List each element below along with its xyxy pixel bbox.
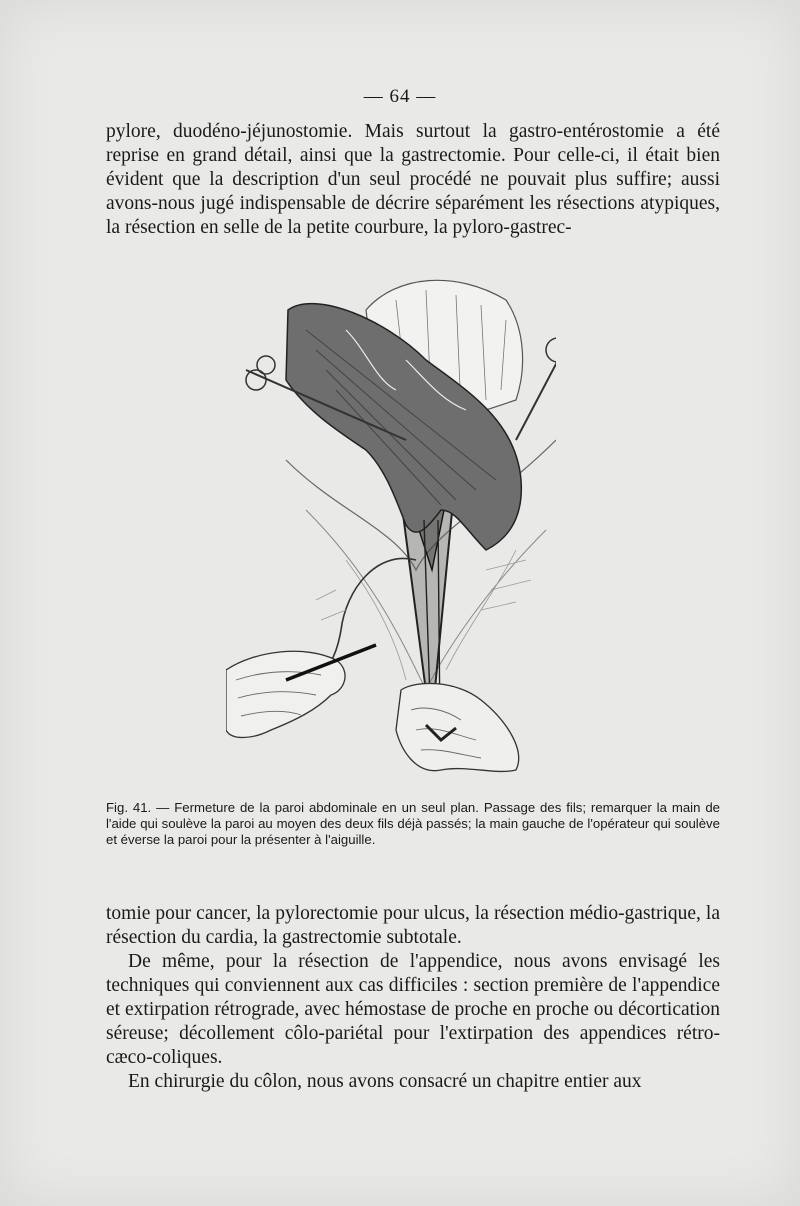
paragraph: De même, pour la résection de l'appendice, nous avons envisagé les techniques qui conviennent aux cas difficiles : section première de l'appendice et extirpation rétrograde, avec hémostase de proche en proche ou décortication séreuse; décollement côlo-pariétal pour l'extirpation des appendices rétro-cæco-coliques. [106, 951, 720, 1068]
caption-text: — Fermeture de la paroi abdominale en un seul plan. Passage des fils; remarquer la main de l'aide qui soulève la paroi au moyen des deux fils déjà passés; la main gauche de l'opérateur qui soulève et éverse la paroi pour la présenter à l'aiguille. [106, 800, 721, 847]
paragraph: En chirurgie du côlon, nous avons consacré un chapitre entier aux [128, 1071, 642, 1092]
text-block-bottom [106, 902, 720, 1094]
paragraph: tomie pour cancer, la pylorectomie pour ulcus, la résection médio-gastrique, la résection du cardia, la gastrectomie subtotale. [106, 903, 720, 948]
figure-label: Fig. 41. [106, 800, 152, 815]
figure-caption [106, 800, 720, 847]
page-number: — 64 — [363, 86, 437, 107]
surgical-hands-illustration [226, 270, 556, 786]
text-block-top [106, 120, 720, 240]
paragraph: pylore, duodéno-jéjunostomie. Mais surtout la gastro-entérostomie a été reprise en grand détail, ainsi que la gastrectomie. Pour celle-ci, il était bien évident que la description d'un seul procédé ne pouvait plus suffire; aussi avons-nous jugé indispensable de décrire séparément les résections atypiques, la résection en selle de la petite courbure, la pyloro-gastrec- [106, 121, 720, 238]
figure-illustration [226, 270, 556, 786]
